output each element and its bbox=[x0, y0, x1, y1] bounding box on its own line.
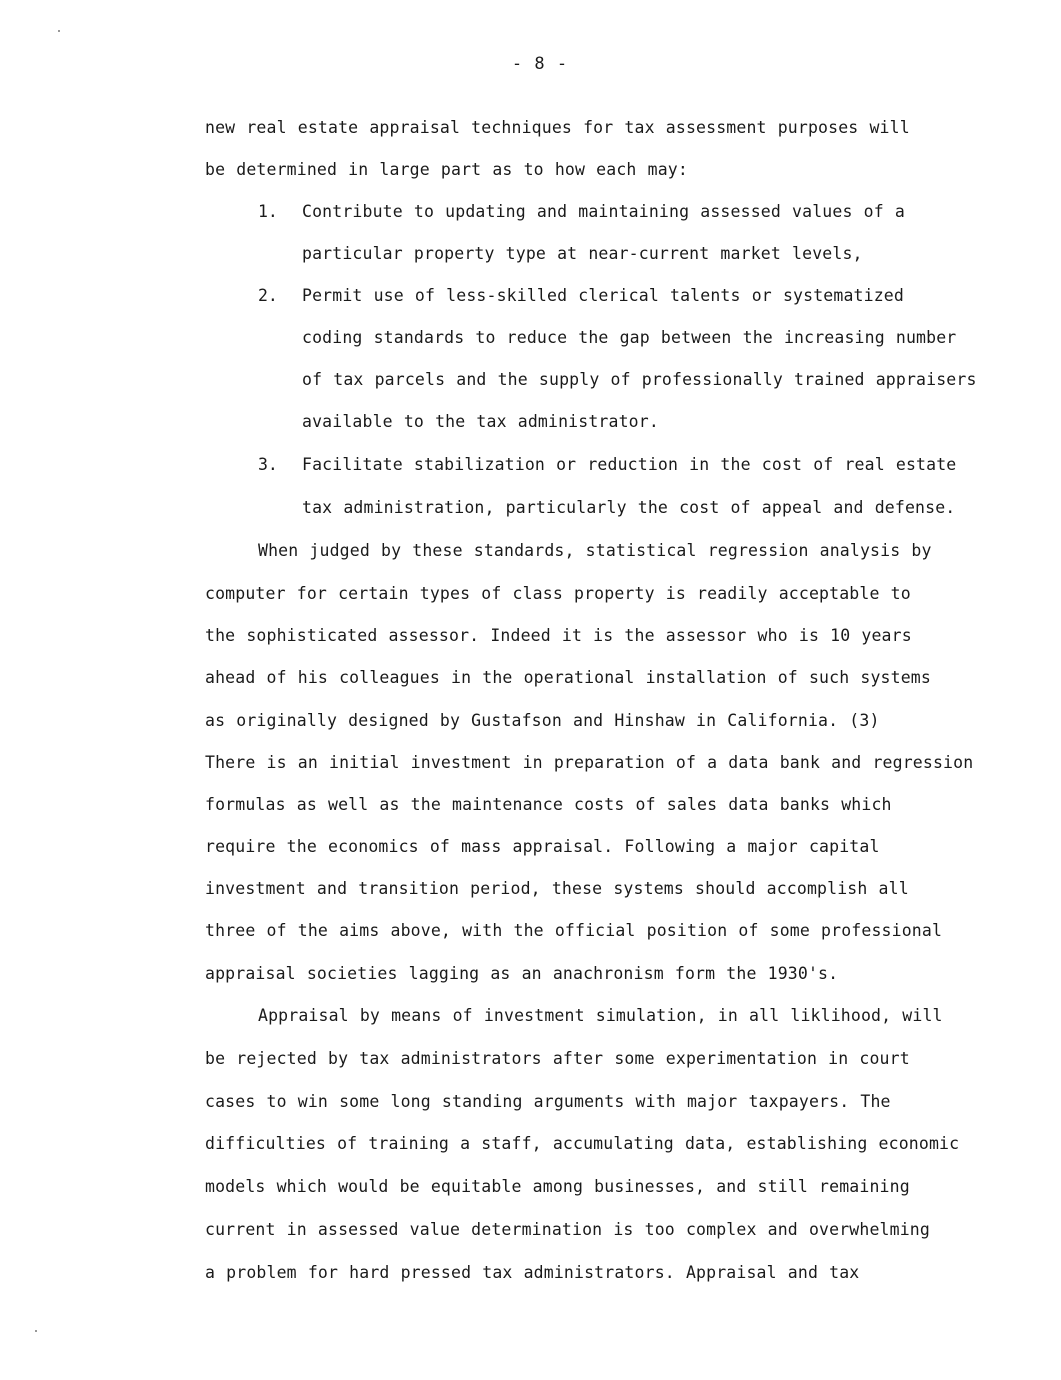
paragraph-line: appraisal societies lagging as an anachronism form the 1930's. bbox=[205, 964, 839, 983]
paragraph-line: the sophisticated assessor. Indeed it is the assessor who is 10 years bbox=[205, 626, 912, 645]
list-item-line: available to the tax administrator. bbox=[302, 412, 659, 431]
list-number: 2. bbox=[258, 286, 278, 305]
paragraph-line: as originally designed by Gustafson and Hinshaw in California. (3) bbox=[205, 711, 880, 730]
paragraph-line: There is an initial investment in preparation of a data bank and regression bbox=[205, 753, 974, 772]
list-item-line: particular property type at near-current market levels, bbox=[302, 244, 863, 263]
paragraph-line: be rejected by tax administrators after some experimentation in court bbox=[205, 1049, 910, 1068]
paragraph-line: When judged by these standards, statistical regression analysis by bbox=[258, 541, 932, 560]
page-number: - 8 - bbox=[511, 54, 569, 74]
paragraph-line: models which would be equitable among businesses, and still remaining bbox=[205, 1177, 910, 1196]
list-number: 3. bbox=[258, 455, 278, 474]
list-item-line: Facilitate stabilization or reduction in the cost of real estate bbox=[302, 455, 957, 474]
intro-line: new real estate appraisal techniques for tax assessment purposes will bbox=[205, 118, 910, 137]
paragraph-line: three of the aims above, with the official position of some professional bbox=[205, 921, 943, 940]
intro-line: be determined in large part as to how each may: bbox=[205, 160, 688, 179]
list-item-line: coding standards to reduce the gap between the increasing number bbox=[302, 328, 957, 347]
paragraph-line: cases to win some long standing arguments with major taxpayers. The bbox=[205, 1092, 891, 1111]
paragraph-line: ahead of his colleagues in the operational installation of such systems bbox=[205, 668, 931, 687]
list-item-line: of tax parcels and the supply of professionally trained appraisers bbox=[302, 370, 977, 389]
paragraph-line: require the economics of mass appraisal. Following a major capital bbox=[205, 837, 880, 856]
list-item-line: Permit use of less-skilled clerical talents or systematized bbox=[302, 286, 904, 305]
paragraph-line: computer for certain types of class property is readily acceptable to bbox=[205, 584, 911, 603]
list-item-line: tax administration, particularly the cost of appeal and defense. bbox=[302, 498, 956, 517]
paragraph-line: Appraisal by means of investment simulation, in all liklihood, will bbox=[258, 1006, 943, 1025]
list-number: 1. bbox=[258, 202, 278, 221]
paragraph-line: formulas as well as the maintenance costs of sales data banks which bbox=[205, 795, 892, 814]
scan-speck bbox=[35, 1330, 37, 1332]
paragraph-line: difficulties of training a staff, accumulating data, establishing economic bbox=[205, 1134, 960, 1153]
list-item-line: Contribute to updating and maintaining assessed values of a bbox=[302, 202, 905, 221]
paragraph-line: current in assessed value determination is too complex and overwhelming bbox=[205, 1220, 930, 1239]
scan-speck bbox=[58, 30, 60, 32]
paragraph-line: investment and transition period, these systems should accomplish all bbox=[205, 879, 909, 898]
paragraph-line: a problem for hard pressed tax administrators. Appraisal and tax bbox=[205, 1263, 860, 1282]
